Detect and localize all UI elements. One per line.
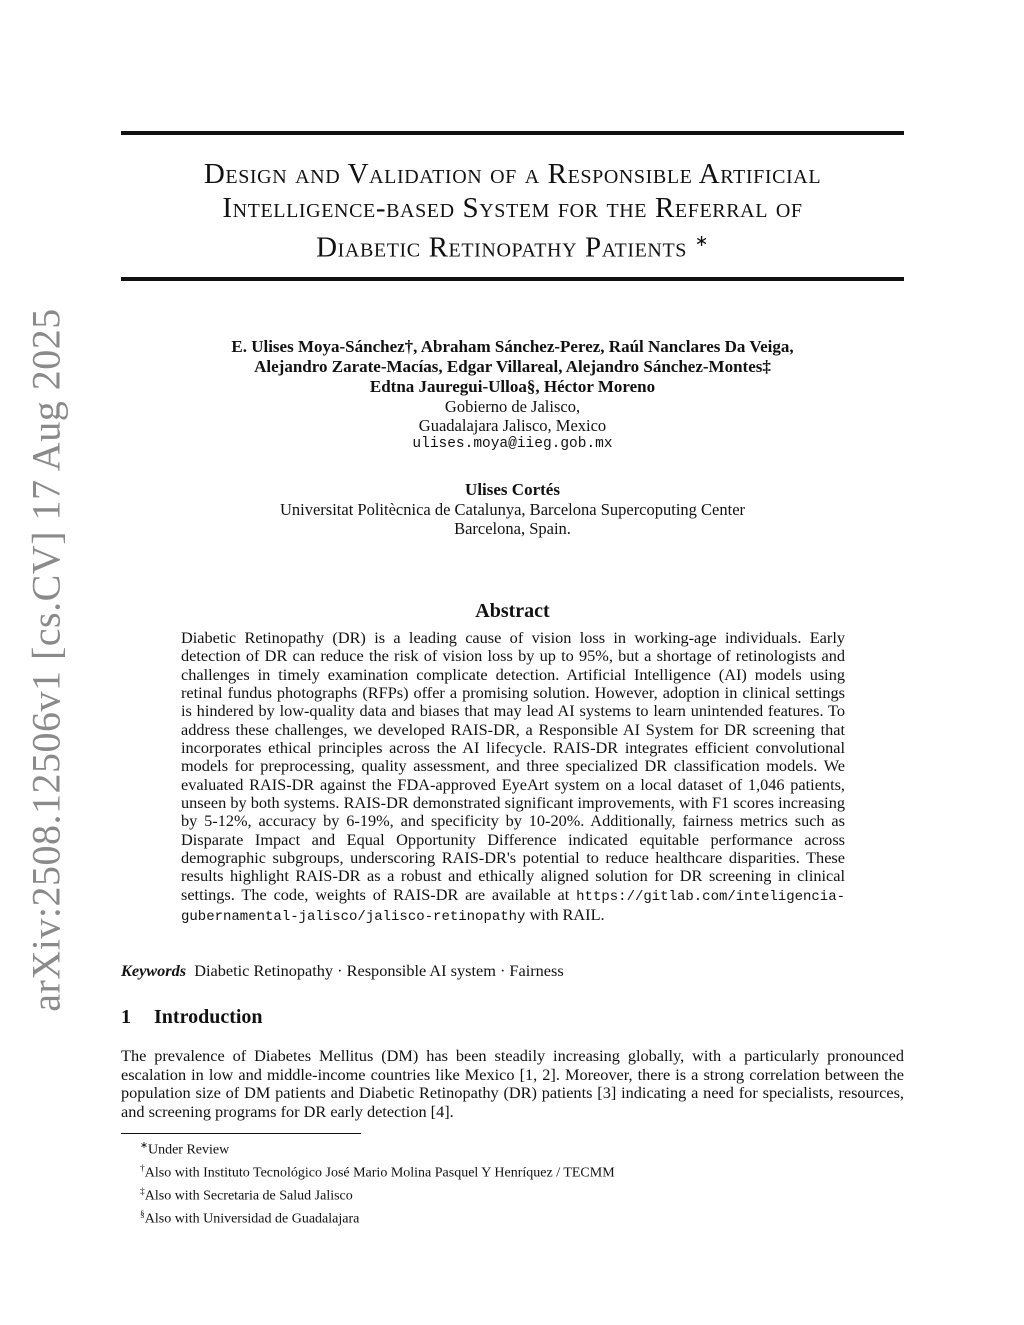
author-line-3: Edtna Jauregui-Ulloa§, Héctor Moreno — [369, 377, 656, 396]
author-block-1 — [121, 337, 904, 454]
footnote: ‡Also with Secretaria de Salud Jalisco — [140, 1186, 353, 1204]
abstract-heading: Abstract — [475, 600, 550, 622]
footnote: §Also with Universidad de Guadalajara — [140, 1209, 360, 1227]
keywords-line — [121, 961, 904, 981]
code-repository-link[interactable]: https://gitlab.com/inteligencia-gubernamental-jalisco/jalisco-retinopathy — [181, 888, 845, 926]
affiliation: Universitat Politècnica de Catalunya, Barcelona Supercoputing Center — [279, 500, 746, 519]
abstract-body — [181, 629, 845, 927]
section-heading — [121, 1006, 904, 1029]
abstract-text: Diabetic Retinopathy (DR) is a leading cause of vision loss in working-age individuals. Early detection of DR can reduce the risk of vision loss by up to 95%, but a shortage of retinologists and challenges in timely examination complicate detection. Artificial Intelligence (AI) models using retinal fundus photographs (RFPs) offer a promising solution. However, adoption in clinical settings is hindered by low-quality data and biases that may lead AI systems to learn unintended features. To address these challenges, we developed RAIS-DR, a Responsible AI System for DR screening that incorporates ethical principles across the AI lifecycle. RAIS-DR integrates efficient convolutional models for preprocessing, quality assessment, and three specialized DR classification models. We evaluated RAIS-DR against the FDA-approved EyeArt system on a local dataset of 1,046 patients, unseen by both systems. RAIS-DR demonstrated significant improvements, with F1 scores increasing by 5-12%, accuracy by 6-19%, and specificity by 10-20%. Additionally, fairness metrics such as Disparate Impact and Equal Opportunity Difference indicated equitable performance across demographic subgroups, underscoring RAIS-DR's potential to reduce healthcare disparities. These results highlight RAIS-DR as a robust and ethically aligned solution for DR screening in clinical settings. The code, weights of RAIS-DR are available at — [181, 628, 845, 904]
title-line-3: Diabetic Retinopathy Patients ∗ — [316, 231, 709, 264]
arxiv-identifier-stamp: arXiv:2508.12506v1 [cs.CV] 17 Aug 2025 — [23, 308, 69, 1012]
title-top-rule — [121, 131, 904, 135]
footnote-rule — [121, 1133, 361, 1134]
author-block-2 — [121, 480, 904, 538]
title-bottom-rule — [121, 277, 904, 281]
section-number: 1 — [121, 1006, 131, 1028]
footnote: ∗Under Review — [140, 1141, 230, 1158]
footnote: †Also with Instituto Tecnológico José Mario Molina Pasquel Y Henríquez / TECMM — [140, 1163, 615, 1181]
title-footnote-marker: ∗ — [694, 233, 709, 250]
title-line-1: Design and Validation of a Responsible Artificial — [203, 158, 822, 190]
affiliation: Gobierno de Jalisco, — [444, 397, 581, 416]
keywords-label: Keywords — [121, 961, 187, 980]
keywords-text: Diabetic Retinopathy · Responsible AI system · Fairness — [194, 961, 564, 980]
abstract-tail: with RAIL. — [525, 905, 605, 925]
author-line-2: Alejandro Zarate-Macías, Edgar Villareal, Alejandro Sánchez-Montes‡ — [254, 357, 771, 376]
affiliation-location: Guadalajara Jalisco, Mexico — [418, 416, 607, 435]
footnotes — [140, 1137, 900, 1229]
author-line-1: E. Ulises Moya-Sánchez†, Abraham Sánchez-Perez, Raúl Nanclares Da Veiga, — [231, 337, 794, 356]
author-email: ulises.moya@iieg.gob.mx — [412, 436, 613, 452]
affiliation-location: Barcelona, Spain. — [454, 519, 571, 538]
paper-title — [121, 157, 904, 265]
introduction-paragraph: The prevalence of Diabetes Mellitus (DM) has been steadily increasing globally, with a particularly pronounced escalation in low and middle-income countries like Mexico [1, 2]. Moreover, there is a strong correlation between the population size of DM patients and Diabetic Retinopathy (DR) patients [3] indicating a need for specialists, resources, and screening programs for DR early detection [4]. — [121, 1046, 904, 1121]
title-line-2: Intelligence-based System for the Referral of — [222, 192, 803, 224]
author-name: Ulises Cortés — [465, 480, 560, 499]
section-title: Introduction — [154, 1006, 263, 1028]
